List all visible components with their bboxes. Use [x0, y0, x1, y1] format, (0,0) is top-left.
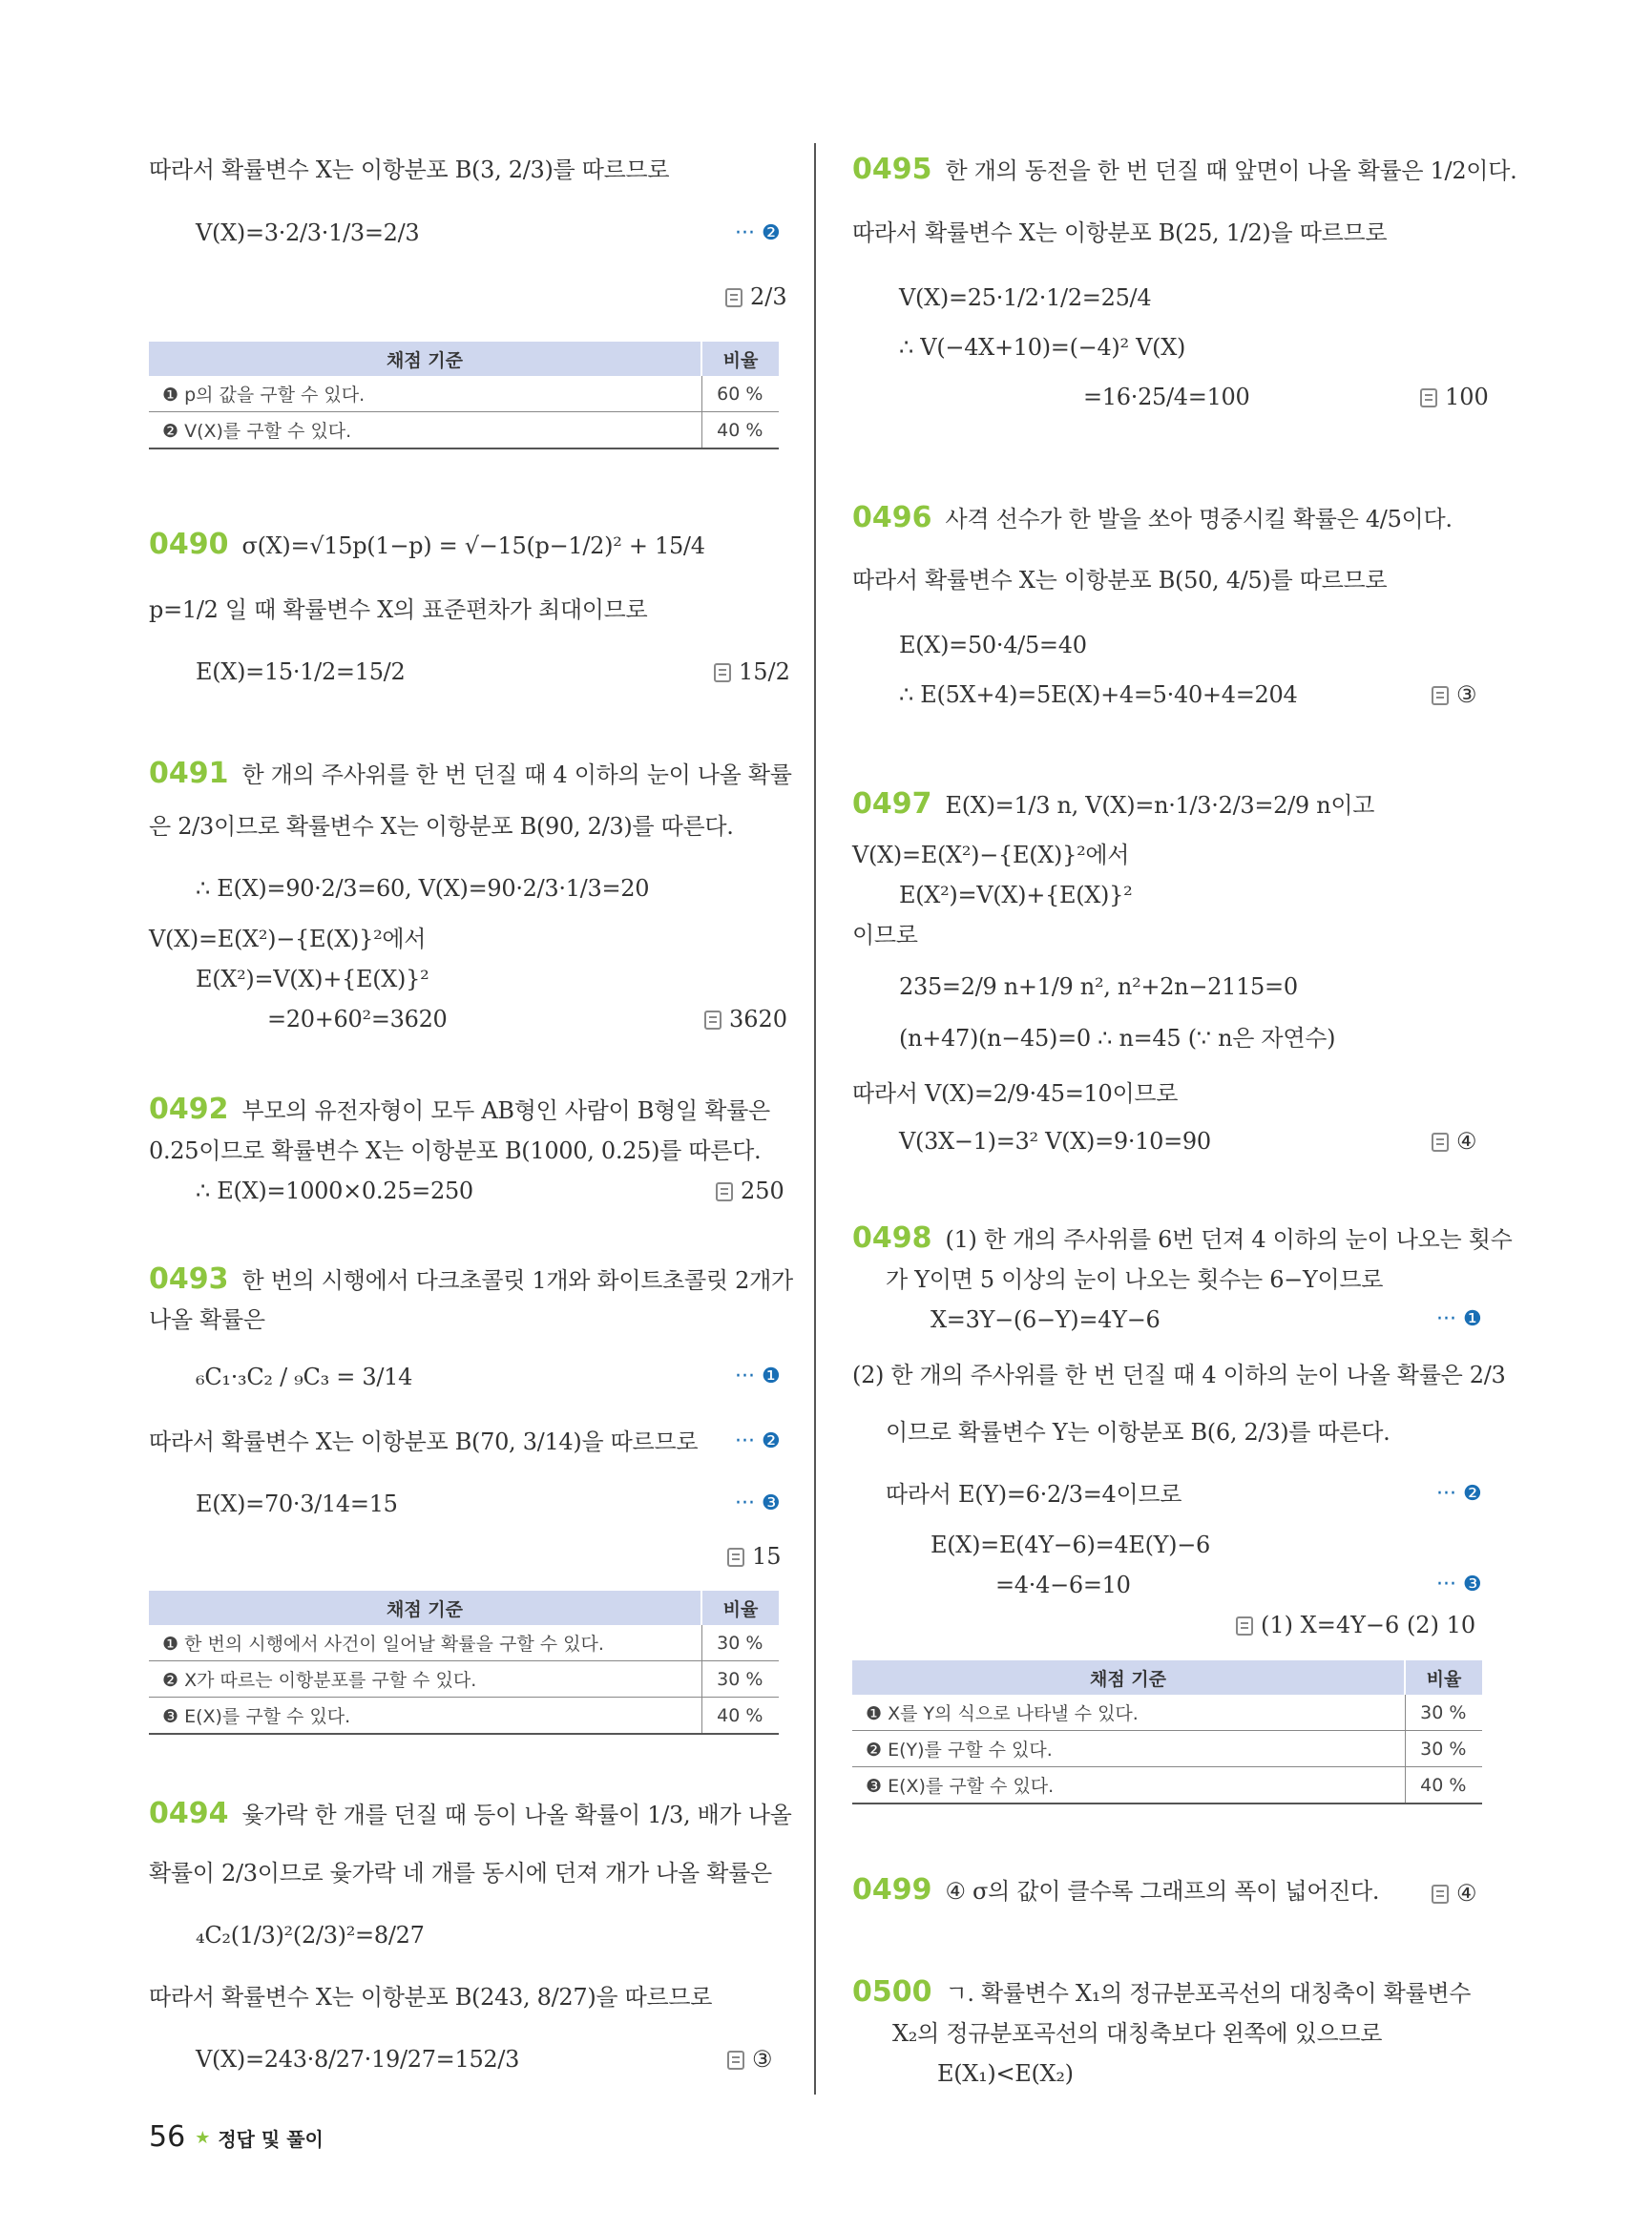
scoring-table-3: [852, 1660, 1482, 1804]
p0494-line4: 따라서 확률변수 X는 이항분포 B(243, 8/27)을 따르므로: [149, 1984, 713, 2011]
answer-0492: 250: [716, 1176, 784, 1206]
problem-number: 0498: [852, 1221, 932, 1255]
step-2-marker: ··· ❷: [735, 1429, 781, 1453]
p0494-line3: ₄C₂(1/3)²(2/3)²=8/27: [196, 1922, 425, 1949]
p0500-line2: X₂의 정규분포곡선의 대칭축보다 왼쪽에 있으므로: [892, 2020, 1383, 2047]
answer-icon: [704, 1011, 721, 1030]
p0495-line3: V(X)=25·1/2·1/2=25/4: [899, 284, 1152, 311]
answer-0493: 15: [727, 1541, 782, 1572]
p0497-line4: 이므로: [852, 922, 918, 949]
p0490-line3: E(X)=15·1/2=15/2: [196, 658, 406, 685]
table-header: 비율: [1405, 1660, 1482, 1695]
answer-0490: 15/2: [714, 657, 790, 687]
problem-0491: 0491 한 개의 주사위를 한 번 던질 때 4 이하의 눈이 나올 확률: [149, 757, 792, 790]
answer-0495: 100: [1420, 382, 1489, 412]
p0498-line4: (2) 한 개의 주사위를 한 번 던질 때 4 이하의 눈이 나올 확률은 2/3: [852, 1362, 1506, 1388]
p0495-line2: 따라서 확률변수 X는 이항분포 B(25, 1/2)을 따르므로: [852, 219, 1388, 246]
p0500-line3: E(X₁)<E(X₂): [937, 2060, 1074, 2087]
p0491-line3: ∴ E(X)=90·2/3=60, V(X)=90·2/3·1/3=20: [196, 875, 650, 902]
scoring-table-2: [149, 1591, 779, 1735]
p0497-line2: V(X)=E(X²)−{E(X)}²에서: [852, 842, 1130, 868]
answer-icon: [714, 663, 731, 682]
table-header: 채점 기준: [149, 1591, 701, 1625]
problem-number: 0493: [149, 1262, 229, 1296]
step-2-marker: ··· ❷: [735, 221, 781, 245]
problem-0498: 0498 (1) 한 개의 주사위를 6번 던져 4 이하의 눈이 나오는 횟수: [852, 1221, 1513, 1255]
scoring-table-1: [149, 342, 779, 449]
p0492-line2: 0.25이므로 확률변수 X는 이항분포 B(1000, 0.25)를 따른다.: [149, 1137, 762, 1164]
p0489-eq: V(X)=3·2/3·1/3=2/3: [196, 219, 420, 246]
p0493-line4: 따라서 확률변수 X는 이항분포 B(70, 3/14)을 따르므로: [149, 1428, 699, 1455]
table-header: 비율: [701, 342, 779, 376]
answer-0498: (1) X=4Y−6 (2) 10: [1236, 1610, 1475, 1640]
table-header: 채점 기준: [149, 342, 701, 376]
table-row: ❸ E(X)를 구할 수 있다. 40 %: [852, 1767, 1482, 1804]
star-icon: ★: [195, 2128, 211, 2148]
p0497-line6: (n+47)(n−45)=0 ∴ n=45 (∵ n은 자연수): [899, 1025, 1336, 1052]
answer-icon: [727, 1548, 744, 1567]
p0498-line2: 가 Y이면 5 이상의 눈이 나오는 횟수는 6−Y이므로: [886, 1266, 1384, 1293]
p0493-line2: 나올 확률은: [149, 1306, 265, 1333]
answer-icon: [1432, 1133, 1449, 1152]
p0497-line3: E(X²)=V(X)+{E(X)}²: [899, 882, 1133, 908]
problem-0496: 0496 사격 선수가 한 발을 쏘아 명중시킬 확률은 4/5이다.: [852, 501, 1453, 534]
problem-0495: 0495 한 개의 동전을 한 번 던질 때 앞면이 나올 확률은 1/2이다.: [852, 153, 1517, 186]
p0498-line6: 따라서 E(Y)=6·2/3=4이므로: [886, 1481, 1182, 1508]
answer-icon: [725, 288, 742, 307]
p0492-line3: ∴ E(X)=1000×0.25=250: [196, 1178, 473, 1204]
problem-0497: 0497 E(X)=1/3 n, V(X)=n·1/3·2/3=2/9 n이고: [852, 787, 1375, 821]
problem-number: 0492: [149, 1093, 229, 1126]
p0494-line2: 확률이 2/3이므로 윷가락 네 개를 동시에 던져 개가 나올 확률은: [149, 1860, 772, 1887]
p0497-line5: 235=2/9 n+1/9 n², n²+2n−2115=0: [899, 973, 1298, 1000]
problem-0499: 0499 ④ σ의 값이 클수록 그래프의 폭이 넓어진다.: [852, 1873, 1380, 1907]
answer-icon: [1420, 388, 1437, 407]
footer-label: 정답 및 풀이: [218, 2128, 324, 2151]
step-2-marker: ··· ❷: [1436, 1482, 1482, 1506]
answer-icon: [716, 1182, 733, 1201]
p0498-line3: X=3Y−(6−Y)=4Y−6: [931, 1306, 1161, 1333]
problem-number: 0499: [852, 1873, 932, 1907]
table-row: ❶ 한 번의 시행에서 사건이 일어날 확률을 구할 수 있다. 30 %: [149, 1625, 779, 1661]
answer-0497: ④: [1432, 1126, 1477, 1157]
problem-0500: 0500 ㄱ. 확률변수 X₁의 정규분포곡선의 대칭축이 확률변수: [852, 1975, 1472, 2009]
table-row: ❷ V(X)를 구할 수 있다. 40 %: [149, 412, 779, 449]
answer-0491: 3620: [704, 1004, 787, 1034]
table-header: 비율: [701, 1591, 779, 1625]
p0489-intro: 따라서 확률변수 X는 이항분포 B(3, 2/3)를 따르므로: [149, 156, 670, 183]
p0493-line5: E(X)=70·3/14=15: [196, 1491, 398, 1517]
problem-0492: 0492 부모의 유전자형이 모두 AB형인 사람이 B형일 확률은: [149, 1093, 770, 1126]
p0491-line5: E(X²)=V(X)+{E(X)}²: [196, 966, 429, 992]
step-3-marker: ··· ❸: [735, 1491, 781, 1515]
p0497-line7: 따라서 V(X)=2/9·45=10이므로: [852, 1080, 1179, 1107]
p0498-line5: 이므로 확률변수 Y는 이항분포 B(6, 2/3)를 따른다.: [886, 1419, 1391, 1446]
page-number: 56: [149, 2120, 186, 2154]
p0496-line4: ∴ E(5X+4)=5E(X)+4=5·40+4=204: [899, 681, 1298, 708]
answer-0494: ③: [727, 2044, 773, 2075]
column-divider: [814, 143, 816, 2095]
answer-icon: [1236, 1616, 1253, 1636]
problem-number: 0491: [149, 757, 229, 790]
table-row: ❷ X가 따르는 이항분포를 구할 수 있다. 30 %: [149, 1661, 779, 1698]
p0496-line3: E(X)=50·4/5=40: [899, 632, 1087, 658]
table-row: ❶ X를 Y의 식으로 나타낼 수 있다. 30 %: [852, 1695, 1482, 1731]
p0495-line5: =16·25/4=100: [1083, 384, 1250, 410]
p0490-line2: p=1/2 일 때 확률변수 X의 표준편차가 최대이므로: [149, 596, 648, 623]
answer-0496: ③: [1432, 679, 1477, 710]
problem-0493: 0493 한 번의 시행에서 다크초콜릿 1개와 화이트초콜릿 2개가: [149, 1262, 793, 1296]
p0491-line2: 은 2/3이므로 확률변수 X는 이항분포 B(90, 2/3)를 따른다.: [149, 813, 734, 840]
answer-icon: [727, 2051, 744, 2070]
problem-number: 0496: [852, 501, 932, 534]
step-1-marker: ··· ❶: [1436, 1307, 1482, 1331]
step-3-marker: ··· ❸: [1436, 1573, 1482, 1596]
p0497-line8: V(3X−1)=3² V(X)=9·10=90: [899, 1128, 1211, 1155]
p0498-line8: =4·4−6=10: [995, 1572, 1131, 1598]
p0498-line7: E(X)=E(4Y−6)=4E(Y)−6: [931, 1532, 1211, 1558]
p0491-line4: V(X)=E(X²)−{E(X)}²에서: [149, 926, 427, 952]
table-row: ❸ E(X)를 구할 수 있다. 40 %: [149, 1698, 779, 1735]
answer-0499: ④: [1432, 1878, 1477, 1908]
problem-number: 0490: [149, 528, 229, 561]
p0494-line5: V(X)=243·8/27·19/27=152/3: [196, 2046, 520, 2073]
problem-number: 0494: [149, 1797, 229, 1830]
problem-number: 0497: [852, 787, 932, 821]
step-1-marker: ··· ❶: [735, 1365, 781, 1388]
answer-0489: 2/3: [725, 281, 787, 312]
table-row: ❷ E(Y)를 구할 수 있다. 30 %: [852, 1731, 1482, 1767]
p0495-line4: ∴ V(−4X+10)=(−4)² V(X): [899, 334, 1186, 361]
page-footer: [149, 2120, 324, 2154]
table-header: 채점 기준: [852, 1660, 1405, 1695]
p0493-line3: ₆C₁·₃C₂ / ₉C₃ = 3/14: [196, 1364, 413, 1390]
problem-number: 0500: [852, 1975, 932, 2009]
p0491-line6: =20+60²=3620: [267, 1006, 448, 1032]
table-row: ❶ p의 값을 구할 수 있다. 60 %: [149, 376, 779, 412]
answer-icon: [1432, 686, 1449, 705]
problem-0494: 0494 윷가락 한 개를 던질 때 등이 나올 확률이 1/3, 배가 나올: [149, 1797, 792, 1830]
answer-icon: [1432, 1885, 1449, 1904]
problem-0490: 0490 σ(X)=√15p(1−p) = √−15(p−1/2)² + 15/4: [149, 528, 705, 561]
problem-number: 0495: [852, 153, 932, 186]
p0496-line2: 따라서 확률변수 X는 이항분포 B(50, 4/5)를 따르므로: [852, 567, 1388, 594]
